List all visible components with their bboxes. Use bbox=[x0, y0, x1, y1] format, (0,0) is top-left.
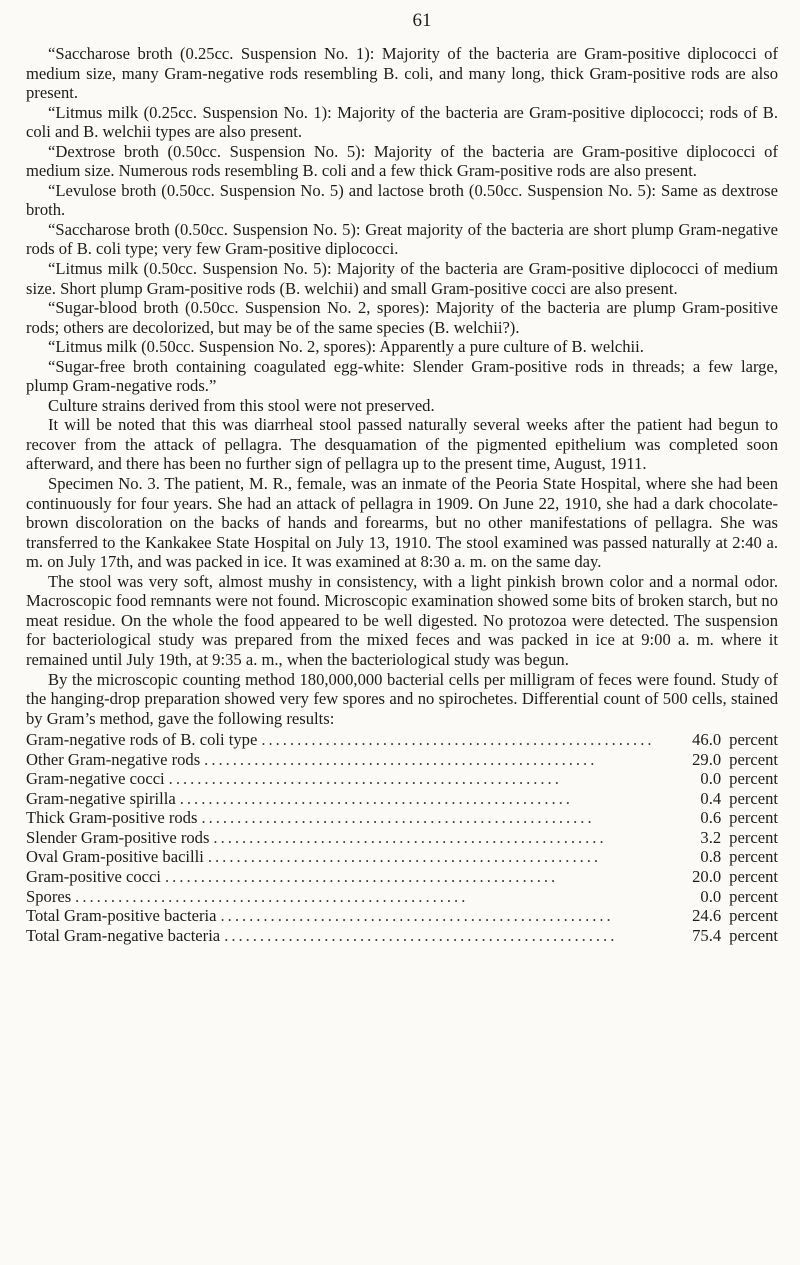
table-row bbox=[26, 730, 778, 750]
row-label: Gram-negative rods of B. coli type bbox=[26, 730, 261, 749]
row-label: Slender Gram-positive rods bbox=[26, 828, 213, 847]
table-row bbox=[26, 750, 778, 770]
row-label: Gram-positive cocci bbox=[26, 867, 165, 886]
row-unit: percent bbox=[729, 847, 778, 867]
row-value: 0.0 bbox=[700, 769, 722, 789]
leader-dots: ....................................................... bbox=[213, 827, 607, 847]
row-label: Gram-negative cocci bbox=[26, 769, 169, 788]
row-value: 0.6 bbox=[700, 808, 722, 828]
paragraph: Specimen No. 3. The patient, M. R., female, was an inmate of the Peoria State Hospital, where she had been continuously for four years. She had an attack of pellagra in 1909. On June 22, 1910, she had a dark chocolate-brown discoloration on the backs of hands and forearms, but no other manifestations of pellagra. She was transferred to the Kankakee State Hospital on July 13, 1910. The stool examined was passed naturally at 2:40 a. m. on July 17th, and was packed in ice. It was examined at 8:30 a. m. on the same day. bbox=[26, 474, 778, 572]
row-label: Other Gram-negative rods bbox=[26, 750, 204, 769]
row-value: 3.2 bbox=[700, 827, 722, 847]
row-unit: percent bbox=[729, 749, 778, 769]
row-unit: percent bbox=[729, 827, 778, 847]
leader-dots: ....................................................... bbox=[220, 906, 614, 926]
row-unit: percent bbox=[729, 906, 778, 926]
row-label: Oval Gram-positive bacilli bbox=[26, 847, 208, 866]
row-value: 20.0 bbox=[692, 866, 722, 886]
row-unit: percent bbox=[729, 925, 778, 945]
table-row bbox=[26, 867, 778, 887]
leader-dots: ....................................................... bbox=[179, 788, 573, 808]
leader-dots: ....................................................... bbox=[165, 866, 559, 886]
leader-dots: ....................................................... bbox=[207, 847, 602, 867]
leader-dots: ....................................................... bbox=[201, 808, 595, 828]
leader-dots: ....................................................... bbox=[75, 886, 469, 906]
leader-dots: ....................................................... bbox=[168, 769, 562, 789]
row-unit: percent bbox=[729, 769, 778, 789]
table-row bbox=[26, 926, 778, 946]
row-value: 0.0 bbox=[700, 886, 722, 906]
body-text bbox=[26, 44, 778, 728]
row-value: 29.0 bbox=[692, 749, 722, 769]
paragraph: “Sugar-free broth containing coagulated egg-white: Slender Gram-positive rods in threads; a few large, plump Gram-negative rods.” bbox=[26, 356, 778, 396]
row-label: Total Gram-negative bacteria bbox=[26, 926, 224, 945]
row-unit: percent bbox=[729, 886, 778, 906]
paragraph: “Litmus milk (0.50cc. Suspension No. 5): Majority of the bacteria are Gram-positive diplococci of medium size. Short plump Gram-positive rods (B. welchii) and small Gram-positive cocci are also present. bbox=[26, 259, 778, 298]
paragraph: “Dextrose broth (0.50cc. Suspension No. 5): Majority of the bacteria are Gram-positive diplococci of medium size. Numerous rods resembling B. coli and a few thick Gram-positive rods are also present. bbox=[26, 141, 778, 181]
paragraph: “Levulose broth (0.50cc. Suspension No. 5) and lactose broth (0.50cc. Suspension No. 5): Same as dextrose broth. bbox=[26, 180, 778, 220]
document-page bbox=[26, 10, 778, 945]
row-label: Gram-negative spirilla bbox=[26, 789, 180, 808]
table-row bbox=[26, 769, 778, 789]
table-row bbox=[26, 808, 778, 828]
page-number: 61 bbox=[412, 10, 432, 31]
leader-dots: ....................................................... bbox=[224, 925, 618, 945]
paragraph: “Saccharose broth (0.50cc. Suspension No. 5): Great majority of the bacteria are short plump Gram-negative rods of B. coli type; very few Gram-positive diplococci. bbox=[26, 219, 778, 259]
row-value: 46.0 bbox=[692, 730, 722, 750]
row-unit: percent bbox=[729, 788, 778, 808]
leader-dots: ....................................................... bbox=[261, 730, 655, 750]
leader-dots: ....................................................... bbox=[204, 749, 598, 769]
row-label: Spores bbox=[26, 887, 75, 906]
row-unit: percent bbox=[729, 730, 778, 750]
paragraph: “Litmus milk (0.25cc. Suspension No. 1): Majority of the bacteria are Gram-positive diplococci; rods of B. coli and B. welchii types are also present. bbox=[26, 102, 778, 142]
row-value: 0.4 bbox=[700, 788, 722, 808]
paragraph: The stool was very soft, almost mushy in consistency, with a light pinkish brown color and a normal odor. Macroscopic food remnants were not found. Microscopic examination showed some bits of broken starch, but no meat residue. On the whole the food appeared to be well digested. No protozoa were detected. The suspension for bacteriological study was prepared from the mixed feces and was packed in ice at 9:00 a. m. where it remained until July 19th, at 9:35 a. m., when the bacteriological study was begun. bbox=[26, 571, 778, 669]
row-unit: percent bbox=[729, 808, 778, 828]
row-value: 75.4 bbox=[692, 925, 722, 945]
table-row bbox=[26, 847, 778, 867]
row-label: Thick Gram-positive rods bbox=[26, 808, 201, 827]
row-value: 0.8 bbox=[700, 847, 722, 867]
paragraph: By the microscopic counting method 180,000,000 bacterial cells per milligram of feces were found. Study of the hanging-drop preparation showed very few spores and no spirochetes. Differential count of 500 cells, stained by Gram’s method, gave the following results: bbox=[26, 669, 778, 728]
paragraph: Culture strains derived from this stool were not preserved. bbox=[48, 395, 435, 415]
paragraph: “Sugar-blood broth (0.50cc. Suspension No. 2, spores): Majority of the bacteria are plump Gram-positive rods; others are decolorized, but may be of the same species (B. welchii?). bbox=[26, 298, 778, 337]
table-row bbox=[26, 887, 778, 907]
paragraph: “Saccharose broth (0.25cc. Suspension No. 1): Majority of the bacteria are Gram-positive diplococci of medium size, many Gram-negative rods resembling B. coli, and many long, thick Gram-positive rods are also present. bbox=[26, 44, 778, 103]
differential-count-table bbox=[26, 730, 778, 945]
paragraph: “Litmus milk (0.50cc. Suspension No. 2, spores): Apparently a pure culture of B. welchii. bbox=[48, 337, 644, 357]
row-label: Total Gram-positive bacteria bbox=[26, 906, 221, 925]
table-row bbox=[26, 828, 778, 848]
table-row bbox=[26, 906, 778, 926]
paragraph: It will be noted that this was diarrheal stool passed naturally several weeks after the patient had begun to recover from the attack of pellagra. The desquamation of the pigmented epithelium was completed soon afterward, and there has been no further sign of pellagra up to the present time, August, 1911. bbox=[26, 415, 778, 474]
table-row bbox=[26, 789, 778, 809]
row-value: 24.6 bbox=[692, 906, 722, 926]
row-unit: percent bbox=[729, 866, 778, 886]
